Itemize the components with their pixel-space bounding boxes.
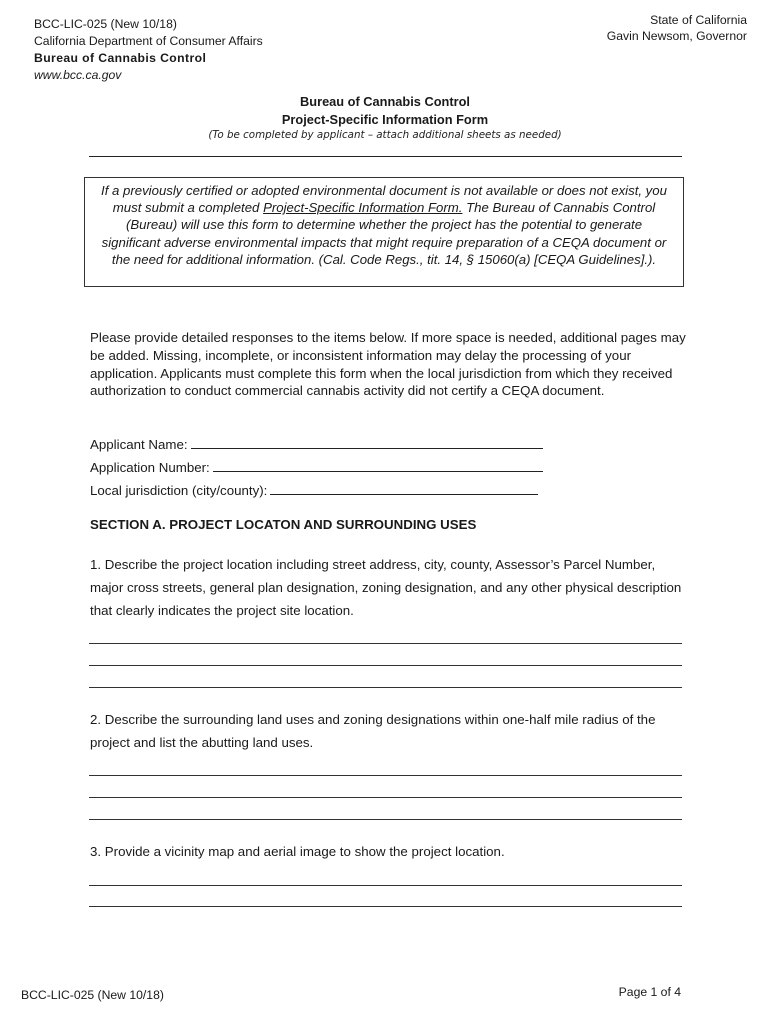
department-name: California Department of Consumer Affairs (34, 34, 263, 48)
local-jurisdiction-label: Local jurisdiction (city/county): (90, 483, 268, 498)
page-number: Page 1 of 4 (618, 985, 681, 999)
q1-answer-line-3[interactable] (89, 687, 682, 688)
q1-answer-line-1[interactable] (89, 643, 682, 644)
website-text: www.bcc.ca.gov (34, 68, 122, 82)
application-number-input[interactable] (213, 458, 543, 472)
document-title (0, 93, 770, 129)
header-state-block (607, 12, 747, 44)
q3-answer-line-1[interactable] (89, 885, 682, 886)
question-1: 1. Describe the project location including street address, city, county, Assessor’s Parcel Number, major cross streets, general plan designation, zoning designation, and any other physical description that clearly indicates the project site location. (90, 557, 682, 618)
footer-form-id: BCC-LIC-025 (New 10/18) (21, 988, 164, 1002)
intro-paragraph: Please provide detailed responses to the items below. If more space is needed, additional pages may be added. Missing, incomplete, or inconsistent information may delay the processing of your application. Applicants must complete this form when the local jurisdiction from which they received authorization to conduct commercial cannabis activity did not certify a CEQA document. (90, 330, 686, 399)
form-id: BCC-LIC-025 (New 10/18) (34, 17, 177, 31)
notice-form-link: Project-Specific Information Form. (263, 200, 463, 216)
q2-answer-line-1[interactable] (89, 775, 682, 776)
applicant-name-input[interactable] (191, 435, 543, 449)
q2-answer-line-2[interactable] (89, 797, 682, 798)
question-3: 3. Provide a vicinity map and aerial image to show the project location. (90, 844, 505, 859)
applicant-name-label: Applicant Name: (90, 437, 188, 452)
applicant-name-field (90, 435, 543, 453)
state-name: State of California (650, 13, 747, 27)
q2-answer-line-3[interactable] (89, 819, 682, 820)
document-subtitle: (To be completed by applicant – attach additional sheets as needed) (208, 129, 562, 141)
title-line-2: Project-Specific Information Form (281, 112, 489, 127)
q1-answer-line-2[interactable] (89, 665, 682, 666)
local-jurisdiction-input[interactable] (270, 481, 538, 495)
application-number-field (90, 458, 543, 476)
notice-text-before: If a previously certified or adopted environmental document is not available or does not exist, you must submit a completed (101, 183, 667, 216)
section-a-heading: SECTION A. PROJECT LOCATON AND SURROUNDING USES (90, 517, 477, 532)
question-2: 2. Describe the surrounding land uses and zoning designations within one-half mile radius of the project and list the abutting land uses. (90, 712, 656, 750)
header-agency-block (34, 16, 263, 84)
bureau-name: Bureau of Cannabis Control (34, 51, 207, 65)
title-divider (89, 156, 682, 157)
application-number-label: Application Number: (90, 460, 210, 475)
local-jurisdiction-field (90, 481, 538, 499)
title-line-1: Bureau of Cannabis Control (300, 94, 470, 109)
notice-text-after: The Bureau of Cannabis Control (Bureau) will use this form to determine whether the project has the potential to generate significant adverse environmental impacts that might require preparation of a CEQA document or the need for additional information. (Cal. Code Regs., tit. 14, § 15060(a) [CEQA Guidelines].). (101, 200, 667, 267)
notice-box (84, 177, 684, 287)
q3-answer-line-2[interactable] (89, 906, 682, 907)
governor-name: Gavin Newsom, Governor (606, 29, 747, 43)
